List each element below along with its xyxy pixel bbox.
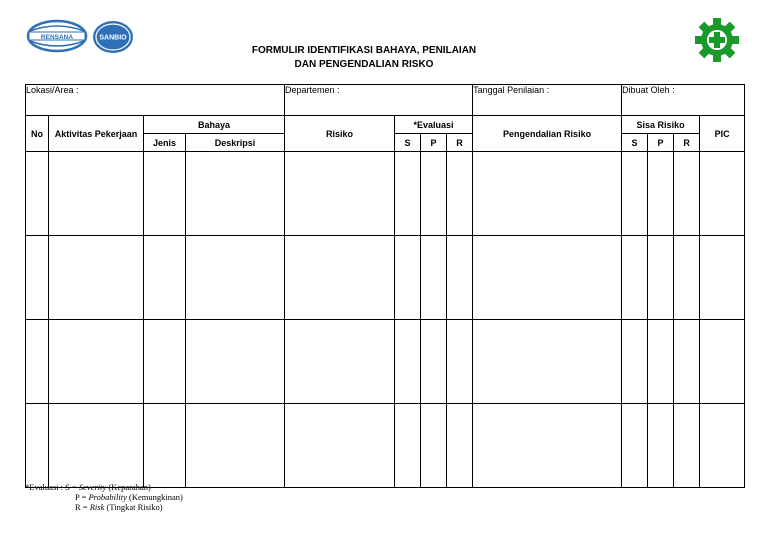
sanbio-logo-text: SANBIO (99, 34, 127, 42)
col-eval-p-header: P (421, 134, 447, 152)
cell-sisa-r[interactable] (674, 320, 700, 404)
cell-sisa-r[interactable] (674, 404, 700, 488)
cell-eval-s[interactable] (395, 320, 421, 404)
cell-eval-s[interactable] (395, 152, 421, 236)
cell-risiko[interactable] (285, 320, 395, 404)
cell-aktivitas[interactable] (49, 404, 144, 488)
footnote-severity-prefix: *Evaluasi : S = (25, 482, 79, 492)
cell-no[interactable] (26, 152, 49, 236)
col-sisa-s-header: S (622, 134, 648, 152)
dibuat-field[interactable] (622, 85, 745, 116)
cell-risiko[interactable] (285, 236, 395, 320)
cell-eval-r[interactable] (447, 152, 473, 236)
cell-sisa-s[interactable] (622, 236, 648, 320)
footnote-risk-term: Risk (89, 502, 105, 512)
footnote-risk-suffix: (Tingkat Risiko) (104, 502, 163, 512)
cell-deskripsi[interactable] (186, 152, 285, 236)
cell-no[interactable] (26, 236, 49, 320)
table-row (26, 152, 745, 236)
cell-sisa-s[interactable] (622, 320, 648, 404)
cell-no[interactable] (26, 404, 49, 488)
col-risiko-header: Risiko (285, 116, 395, 152)
col-sisa-r-header: R (674, 134, 700, 152)
table-row (26, 320, 745, 404)
footnote-severity-term: Severity (78, 482, 107, 492)
header-row-1 (26, 116, 745, 134)
cell-risiko[interactable] (285, 152, 395, 236)
cell-eval-p[interactable] (421, 152, 447, 236)
cell-pengendalian[interactable] (473, 320, 622, 404)
cell-eval-p[interactable] (421, 236, 447, 320)
col-pengendalian-header: Pengendalian Risiko (473, 116, 622, 152)
departemen-label: Departemen : (285, 85, 340, 95)
cell-sisa-p[interactable] (648, 320, 674, 404)
cell-deskripsi[interactable] (186, 404, 285, 488)
tanggal-label: Tanggal Penilaian : (473, 85, 550, 95)
cell-pic[interactable] (700, 236, 745, 320)
col-eval-s-header: S (395, 134, 421, 152)
footnote-risk-prefix: R = (75, 502, 90, 512)
lokasi-label: Lokasi/Area : (26, 85, 79, 95)
cell-jenis[interactable] (144, 320, 186, 404)
cell-jenis[interactable] (144, 236, 186, 320)
hazard-assessment-table (25, 84, 745, 488)
cell-eval-r[interactable] (447, 404, 473, 488)
evaluation-footnote (25, 482, 183, 512)
footnote-line1 (25, 482, 183, 492)
cell-eval-s[interactable] (395, 236, 421, 320)
cell-sisa-p[interactable] (648, 152, 674, 236)
col-jenis-header: Jenis (144, 134, 186, 152)
cell-sisa-p[interactable] (648, 404, 674, 488)
cell-sisa-p[interactable] (648, 236, 674, 320)
cell-aktivitas[interactable] (49, 320, 144, 404)
cell-sisa-r[interactable] (674, 236, 700, 320)
info-row (26, 85, 745, 116)
cell-sisa-r[interactable] (674, 152, 700, 236)
cell-aktivitas[interactable] (49, 152, 144, 236)
col-bahaya-header: Bahaya (144, 116, 285, 134)
cell-deskripsi[interactable] (186, 320, 285, 404)
cell-eval-r[interactable] (447, 236, 473, 320)
cell-no[interactable] (26, 320, 49, 404)
cell-deskripsi[interactable] (186, 236, 285, 320)
cell-pic[interactable] (700, 320, 745, 404)
footnote-line3 (25, 502, 183, 512)
cell-eval-p[interactable] (421, 320, 447, 404)
footnote-probability-suffix: (Kemungkinan) (126, 492, 183, 502)
cell-jenis[interactable] (144, 404, 186, 488)
cell-eval-p[interactable] (421, 404, 447, 488)
col-sisa-p-header: P (648, 134, 674, 152)
col-evaluasi-header: *Evaluasi (395, 116, 473, 134)
cell-pengendalian[interactable] (473, 236, 622, 320)
cell-pic[interactable] (700, 404, 745, 488)
cell-pengendalian[interactable] (473, 404, 622, 488)
cell-sisa-s[interactable] (622, 152, 648, 236)
cell-pic[interactable] (700, 152, 745, 236)
table-row (26, 404, 745, 488)
footnote-probability-prefix: P = (75, 492, 89, 502)
cell-pengendalian[interactable] (473, 152, 622, 236)
cell-eval-s[interactable] (395, 404, 421, 488)
col-eval-r-header: R (447, 134, 473, 152)
cell-jenis[interactable] (144, 152, 186, 236)
col-no-header: No (26, 116, 49, 152)
rensana-logo-text: RENSANA (40, 33, 74, 41)
col-aktivitas-header: Aktivitas Pekerjaan (49, 116, 144, 152)
cell-sisa-s[interactable] (622, 404, 648, 488)
footnote-severity-suffix: (Keparahan) (106, 482, 151, 492)
tanggal-field[interactable] (473, 85, 622, 116)
footnote-probability-term: Probability (88, 492, 127, 502)
cell-aktivitas[interactable] (49, 236, 144, 320)
dibuat-label: Dibuat Oleh : (622, 85, 675, 95)
col-sisa-risiko-header: Sisa Risiko (622, 116, 700, 134)
form-title-line2: DAN PENGENDALIAN RISKO (294, 59, 434, 70)
table-row (26, 236, 745, 320)
col-deskripsi-header: Deskripsi (186, 134, 285, 152)
cell-risiko[interactable] (285, 404, 395, 488)
cell-eval-r[interactable] (447, 320, 473, 404)
departemen-field[interactable] (285, 85, 473, 116)
lokasi-field[interactable] (26, 85, 285, 116)
footnote-line2 (25, 492, 183, 502)
form-title-line1: FORMULIR IDENTIFIKASI BAHAYA, PENILAIAN (251, 45, 477, 56)
col-pic-header: PIC (700, 116, 745, 152)
